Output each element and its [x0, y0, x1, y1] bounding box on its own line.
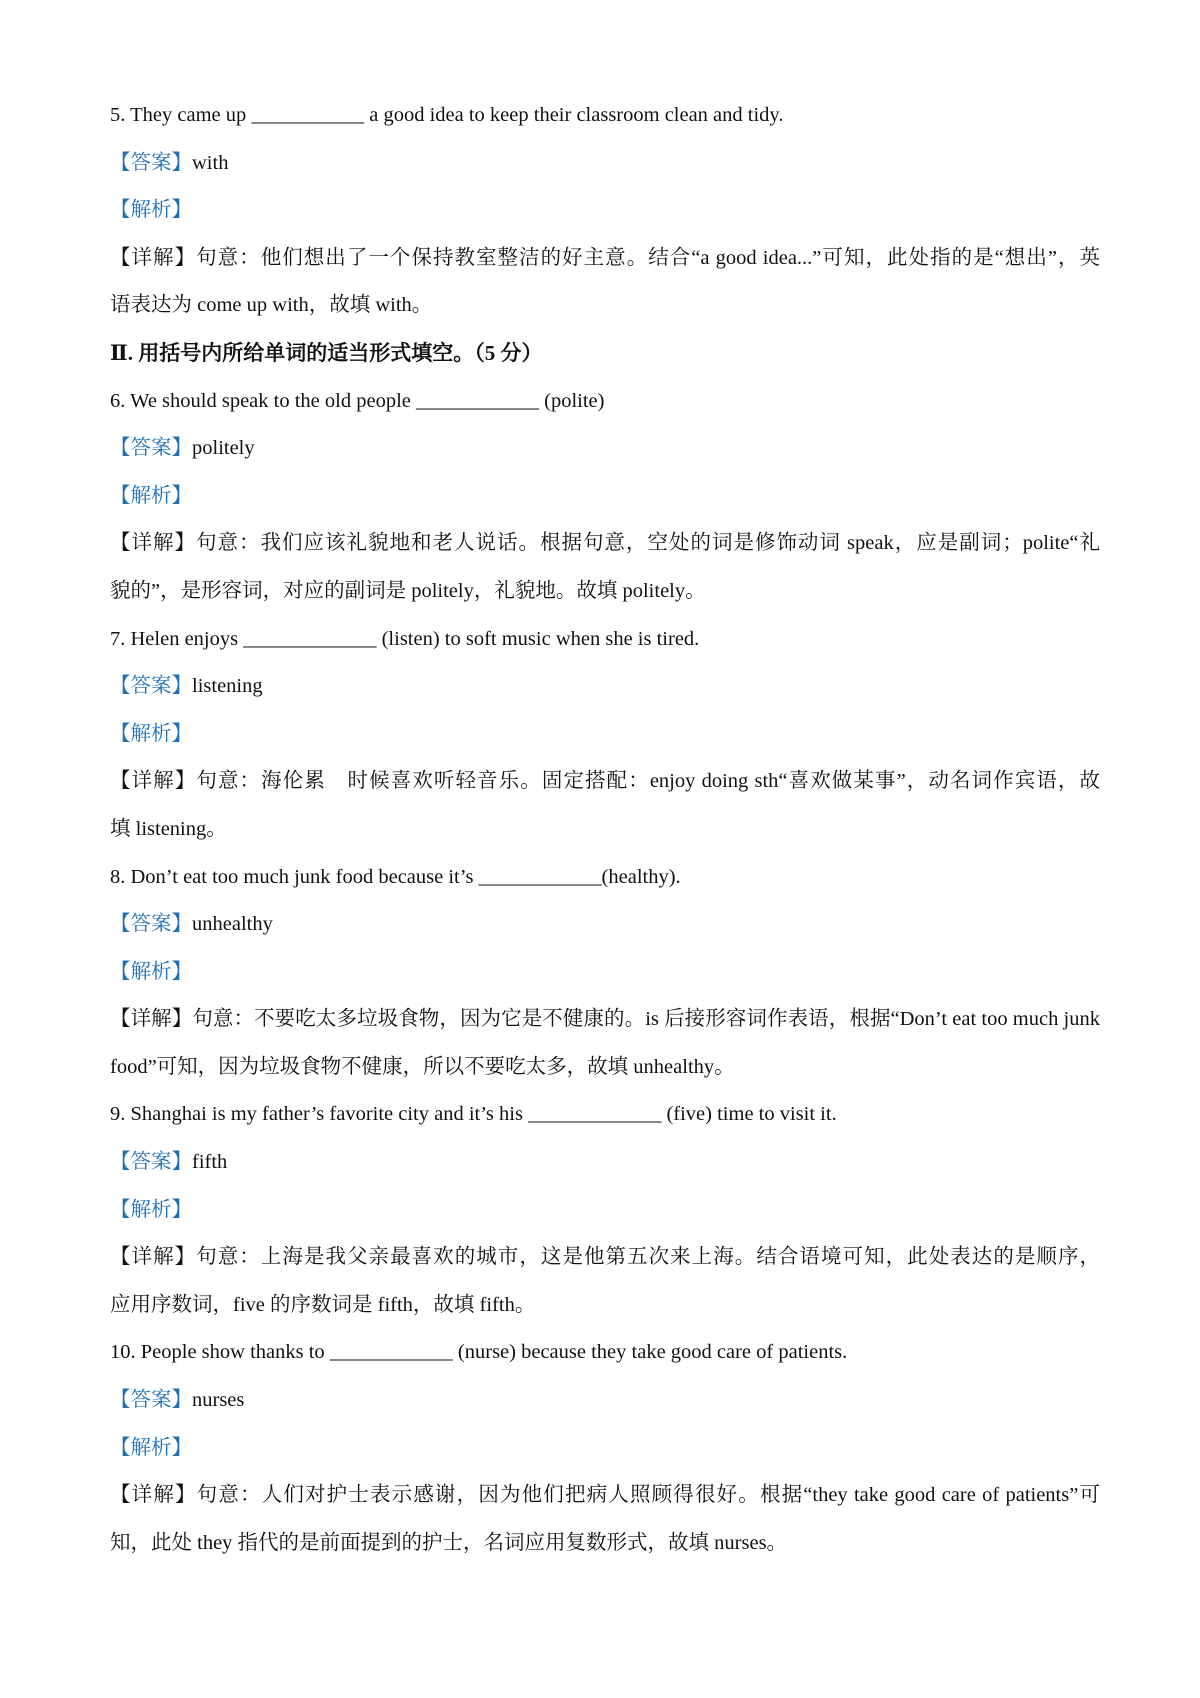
detail-9-text-1: 句意：上海是我父亲最喜欢的城市，这是他第五次来上海。结合语境可知，此处表达的是顺序，: [196, 1246, 1100, 1269]
detail-5-line-1: [110, 235, 1100, 283]
answer-5-row: [110, 140, 1100, 188]
analysis-label: 【解析】: [110, 484, 192, 507]
answer-9-row: [110, 1139, 1100, 1187]
detail-6-line-1: [110, 520, 1100, 568]
analysis-5-row: [110, 187, 1100, 235]
detail-8-line-2: food”可知，因为垃圾食物不健康，所以不要吃太多，故填 unhealthy。: [110, 1055, 735, 1078]
question-10: 10. People show thanks to ____________ (nurse) because they take good care of patients.: [110, 1341, 848, 1364]
question-9: 9. Shanghai is my father’s favorite city and it’s his _____________ (five) time to visit it.: [110, 1103, 837, 1126]
analysis-6-row: [110, 473, 1100, 521]
analysis-label: 【解析】: [110, 722, 192, 745]
answer-label: 【答案】: [110, 437, 192, 460]
answer-label: 【答案】: [110, 1389, 192, 1412]
analysis-7-row: [110, 711, 1100, 759]
answer-7: listening: [192, 675, 263, 698]
detail-10-text-1: 句意：人们对护士表示感谢，因为他们把病人照顾得很好。根据“they take good care of patients”可: [196, 1484, 1100, 1507]
detail-label: 【详解】: [110, 532, 196, 555]
detail-8-text-1: 句意：不要吃太多垃圾食物，因为它是不健康的。is 后接形容词作表语，根据“Don’t eat too much junk: [192, 1008, 1100, 1031]
answer-7-row: [110, 663, 1100, 711]
answer-6-row: [110, 425, 1100, 473]
analysis-label: 【解析】: [110, 199, 192, 222]
detail-label: 【详解】: [110, 1246, 197, 1269]
answer-label: 【答案】: [110, 675, 192, 698]
section-2-heading: Ⅱ. 用括号内所给单词的适当形式填空。（5 分）: [110, 340, 543, 365]
answer-6: politely: [192, 437, 255, 460]
detail-label: 【详解】: [110, 246, 197, 269]
detail-10-line-2: 知，此处 they 指代的是前面提到的护士，名词应用复数形式，故填 nurses。: [110, 1531, 788, 1554]
answer-10: nurses: [192, 1389, 245, 1412]
question-6: 6. We should speak to the old people ____________ (polite): [110, 389, 605, 412]
answer-10-row: [110, 1377, 1100, 1425]
document-page: [110, 92, 1100, 1567]
detail-9-line-1: [110, 1234, 1100, 1282]
answer-9: fifth: [192, 1151, 228, 1174]
detail-5-line-2: 语表达为 come up with，故填 with。: [110, 294, 433, 317]
detail-7-line-2: 填 listening。: [110, 817, 227, 840]
analysis-9-row: [110, 1187, 1100, 1235]
answer-8: unhealthy: [192, 913, 273, 936]
answer-5: with: [192, 151, 229, 174]
answer-label: 【答案】: [110, 1151, 192, 1174]
answer-label: 【答案】: [110, 151, 192, 174]
analysis-8-row: [110, 949, 1100, 997]
analysis-10-row: [110, 1425, 1100, 1473]
detail-label: 【详解】: [110, 770, 197, 793]
detail-7-line-1: [110, 758, 1100, 806]
question-5: 5. They came up ___________ a good idea to keep their classroom clean and tidy.: [110, 104, 784, 126]
answer-label: 【答案】: [110, 913, 192, 936]
answer-8-row: [110, 901, 1100, 949]
analysis-label: 【解析】: [110, 1198, 192, 1221]
detail-5-text-1: 句意：他们想出了一个保持教室整洁的好主意。结合“a good idea...”可知，此处指的是“想出”，英: [196, 246, 1100, 269]
analysis-label: 【解析】: [110, 960, 192, 983]
detail-8-line-1: [110, 996, 1100, 1044]
analysis-label: 【解析】: [110, 1436, 192, 1459]
detail-6-line-2: 貌的”，是形容词，对应的副词是 politely，礼貌地。故填 politely。: [110, 579, 706, 602]
question-7: 7. Helen enjoys _____________ (listen) to soft music when she is tired.: [110, 627, 700, 650]
question-8: 8. Don’t eat too much junk food because it’s ____________(healthy).: [110, 865, 681, 888]
detail-7-text-1: 句意：海伦累 时候喜欢听轻音乐。固定搭配：enjoy doing sth“喜欢做某事”，动名词作宾语，故: [196, 770, 1100, 793]
detail-6-text-1: 句意：我们应该礼貌地和老人说话。根据句意，空处的词是修饰动词 speak，应是副词；polite“礼: [196, 532, 1100, 555]
detail-label: 【详解】: [110, 1008, 193, 1031]
detail-10-line-1: [110, 1472, 1100, 1520]
detail-label: 【详解】: [110, 1484, 197, 1507]
detail-9-line-2: 应用序数词，five 的序数词是 fifth，故填 fifth。: [110, 1293, 536, 1316]
